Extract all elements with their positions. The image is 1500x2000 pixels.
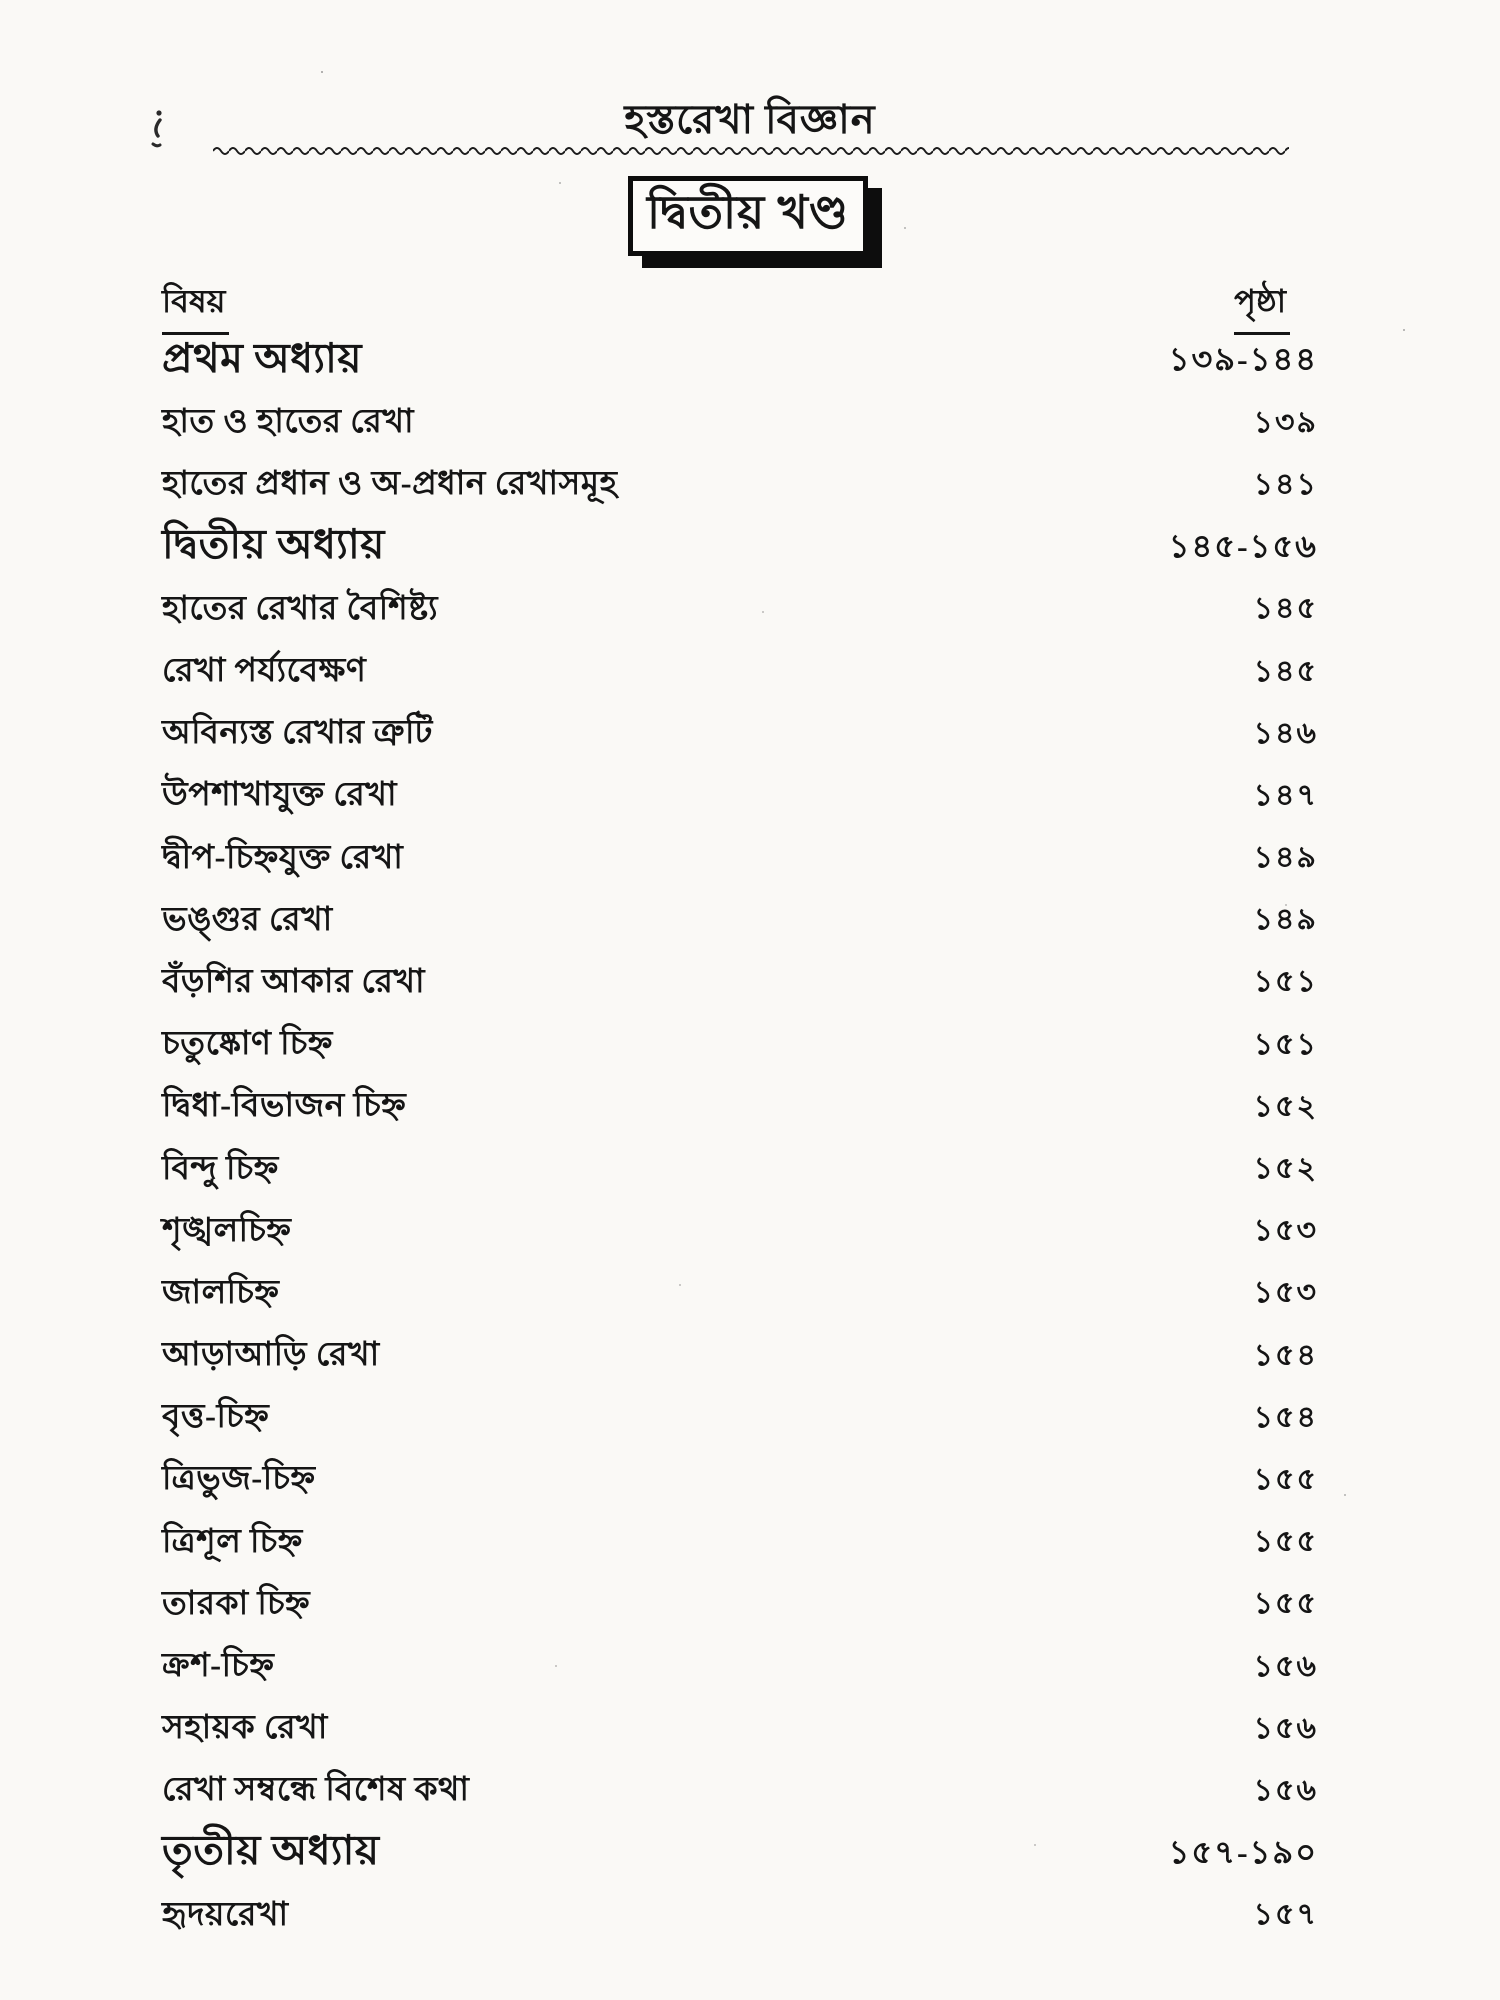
toc-item-label: ভঙ্গুর রেখা [162,901,333,938]
toc-item-label: তারকা চিহ্ন [162,1585,311,1622]
toc-row [162,392,1318,454]
toc-item-page: ১৫৬ [1253,1773,1318,1807]
toc-item-label: রেখা সম্বন্ধে বিশেষ কথা [162,1772,470,1809]
toc-item-label: বৃত্ত-চিহ্ন [162,1399,270,1436]
wavy-divider-line [213,144,1289,163]
toc-item-page: ১৪৫ [1253,654,1318,688]
toc-item-label: জালচিহ্ন [162,1274,280,1311]
table-of-contents [162,330,1318,1947]
toc-row [162,454,1318,516]
toc-row [162,641,1318,703]
toc-item-label: হাতের প্রধান ও অ-প্রধান রেখাসমূহ [162,466,618,503]
toc-item-page: ১৫৪ [1253,1400,1318,1434]
subject-column-header: বিষয় [162,276,229,335]
toc-row [162,765,1318,827]
toc-item-page: ১৫৩ [1253,1276,1318,1310]
toc-item-page: ১৪৬ [1253,716,1318,750]
toc-row [162,1387,1318,1449]
toc-item-label: প্রথম অধ্যায় [162,334,363,381]
volume-title-box [628,176,868,256]
toc-row [162,1076,1318,1138]
toc-row [162,1574,1318,1636]
toc-row [162,828,1318,890]
toc-item-label: ত্রিশূল চিহ্ন [162,1523,303,1560]
toc-item-page: ১৪৭ [1253,778,1318,812]
toc-item-page: ১৫৪ [1253,1338,1318,1372]
toc-item-page: ১৫৫ [1253,1525,1318,1559]
toc-row [162,890,1318,952]
toc-item-page: ১৪৯ [1253,841,1318,875]
toc-item-page: ১৫৭ [1253,1898,1318,1932]
toc-row [162,952,1318,1014]
toc-item-label: রেখা পর্য্যবেক্ষণ [162,653,367,690]
toc-item-label: দ্বিতীয় অধ্যায় [162,521,385,568]
toc-item-label: তৃতীয় অধ্যায় [162,1827,380,1874]
toc-row [162,1014,1318,1076]
toc-item-page: ১৫৫ [1253,1587,1318,1621]
toc-item-page: ১৫৭-১৯০ [1168,1833,1318,1870]
toc-row [162,1760,1318,1822]
toc-item-page: ১৪৫-১৫৬ [1168,527,1318,564]
toc-row [162,1698,1318,1760]
toc-row [162,517,1318,579]
toc-item-label: বিন্দু চিহ্ন [162,1150,279,1187]
toc-item-label: দ্বীপ-চিহ্নযুক্ত রেখা [162,839,404,876]
toc-item-page: ১৫৬ [1253,1649,1318,1683]
toc-item-label: দ্বিধা-বিভাজন চিহ্ন [162,1088,407,1125]
toc-item-page: ১৩৯ [1253,405,1318,439]
toc-item-page: ১৪১ [1253,467,1318,501]
page-title: হস্তরেখা বিজ্ঞান [624,97,876,142]
volume-title: দ্বিতীয় খণ্ড [647,187,849,238]
toc-item-page: ১৩৯-১৪৪ [1168,341,1318,378]
toc-item-page: ১৫১ [1253,1027,1318,1061]
toc-row [162,1823,1318,1885]
toc-row [162,1449,1318,1511]
toc-item-label: হৃদয়রেখা [162,1896,289,1933]
toc-item-label: ত্রিভুজ-চিহ্ন [162,1461,316,1498]
page-column-header: পৃষ্ঠা [1234,276,1290,335]
toc-item-label: আড়াআড়ি রেখা [162,1337,380,1374]
toc-item-label: চতুষ্কোণ চিহ্ন [162,1026,333,1063]
toc-row [162,703,1318,765]
toc-item-label: উপশাখাযুক্ত রেখা [162,777,398,814]
toc-row [162,1201,1318,1263]
toc-row [162,1512,1318,1574]
toc-item-page: ১৫২ [1253,1152,1318,1186]
toc-item-label: হাত ও হাতের রেখা [162,404,415,441]
toc-item-page: ১৪৯ [1253,903,1318,937]
toc-item-page: ১৫৫ [1253,1462,1318,1496]
toc-item-label: অবিন্যস্ত রেখার ত্রুটি [162,715,433,752]
toc-row [162,1263,1318,1325]
toc-row [162,1325,1318,1387]
toc-row [162,1636,1318,1698]
toc-item-page: ১৪৫ [1253,592,1318,626]
toc-item-label: বঁড়শির আকার রেখা [162,963,426,1000]
toc-item-page: ১৫১ [1253,965,1318,999]
toc-item-label: শৃঙ্খলচিহ্ন [162,1212,292,1249]
toc-item-label: হাতের রেখার বৈশিষ্ট্য [162,590,439,627]
toc-row [162,1885,1318,1947]
toc-item-page: ১৫৩ [1253,1214,1318,1248]
toc-row [162,1138,1318,1200]
toc-item-page: ১৫২ [1253,1089,1318,1123]
toc-item-label: সহায়ক রেখা [162,1710,328,1747]
toc-row [162,330,1318,392]
toc-item-page: ১৫৬ [1253,1711,1318,1745]
toc-row [162,579,1318,641]
toc-item-label: ক্রশ-চিহ্ন [162,1648,275,1685]
